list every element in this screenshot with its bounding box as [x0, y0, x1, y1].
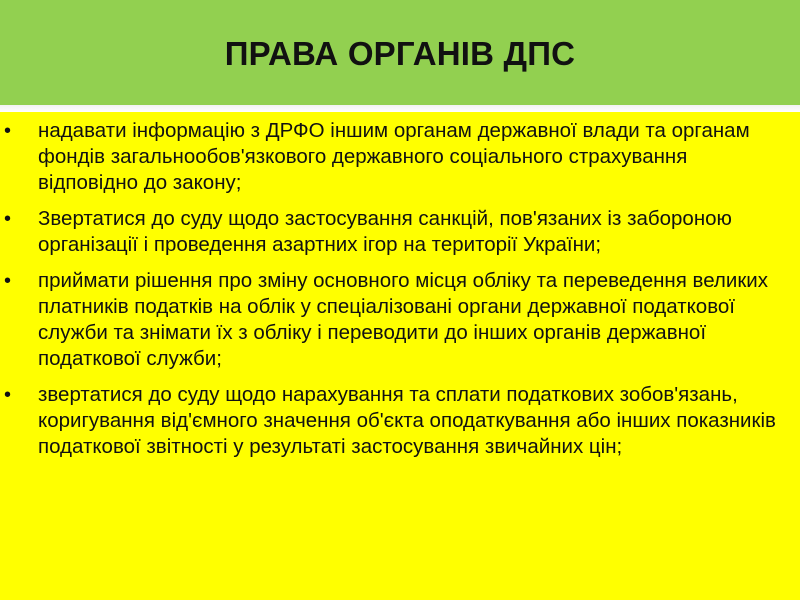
bullet-icon: •: [4, 270, 12, 292]
list-item: [0, 268, 800, 372]
bullet-text: Звертатися до суду щодо застосування санкцій, пов'язаних із забороною організації і проведення азартних ігор на території України;: [38, 207, 732, 256]
bullet-text: звертатися до суду щодо нарахування та сплати податкових зобов'язань, коригування від'ємного значення об'єкта оподаткування або інших показників податкової звітності у результаті застосування звичайних цін;: [38, 383, 776, 458]
bullet-icon: •: [4, 384, 12, 406]
list-item: [0, 206, 800, 258]
list-item: [0, 118, 800, 196]
bullet-list: [0, 118, 800, 470]
slide-header: [0, 0, 800, 105]
slide-title: ПРАВА ОРГАНІВ ДПС: [224, 35, 576, 72]
header-divider: [0, 105, 800, 112]
bullet-text: приймати рішення про зміну основного місця обліку та переведення великих платників податків на облік у спеціалізовані органи державної податкової служби та знімати їх з обліку і переводити до інших органів державної податкової служби;: [38, 269, 769, 370]
bullet-text: надавати інформацію з ДРФО іншим органам державної влади та органам фондів загальнообов'язкового державного соціального страхування відповідно до закону;: [38, 119, 750, 194]
bullet-icon: •: [4, 208, 12, 230]
bullet-icon: •: [4, 120, 12, 142]
list-item: [0, 382, 800, 460]
